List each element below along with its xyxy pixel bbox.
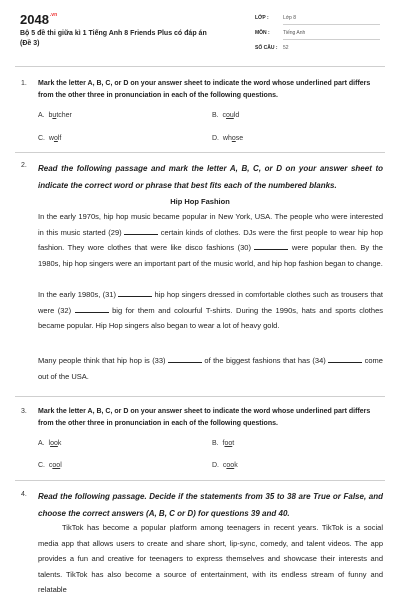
passage-title: Hip Hop Fashion [170, 197, 230, 206]
question-number: 4. [21, 491, 27, 498]
blank-32[interactable] [75, 306, 109, 313]
blank-29[interactable] [124, 228, 158, 235]
document-title: Bộ 5 đề thi giữa kì 1 Tiếng Anh 8 Friends Plus có đáp án [20, 30, 207, 37]
passage-paragraph: Many people think that hip hop is (33) of the biggest fashions that has (34) come out of the USA. [38, 356, 383, 381]
option-a[interactable]: A. look [38, 440, 62, 447]
option-c[interactable]: C. wolf [38, 135, 62, 142]
passage-paragraph: In the early 1980s, (31) hip hop singers dressed in comfortable clothes such as trousers that were (32) big for them and colourful T-shirts. During the 1990s, hats and sports clothes became popular. Hip Hop singers also began to wear a lot of heavy gold. [38, 290, 383, 330]
option-a[interactable]: A. butcher [38, 112, 72, 119]
option-b[interactable]: B. foot [212, 440, 235, 447]
question-text: Mark the letter A, B, C, or D on your answer sheet to indicate the word whose underlined part differs from the other three in pronunciation in each of the following questions. [38, 80, 371, 99]
question-number: 3. [21, 408, 27, 415]
blank-33[interactable] [168, 356, 202, 363]
divider [15, 66, 385, 67]
meta-subject: MÔN : Tiếng Anh [255, 30, 380, 38]
site-logo[interactable]: $2048^{.vn}$ [20, 12, 58, 27]
question-text: Mark the letter A, B, C, or D on your answer sheet to indicate the word whose underlined part differs from the other three in pronunciation in each of the following questions. [38, 408, 371, 427]
divider [15, 480, 385, 481]
blank-30[interactable] [254, 243, 288, 250]
question-number: 2. [21, 162, 27, 169]
option-c[interactable]: C. cool [38, 462, 62, 469]
passage-paragraph: TikTok has become a popular platform among teenagers in recent years. TikTok is a social media app that allows users to create and share short, lip-sync, comedy, and talent videos. The app provides a fun and creative for teenagers to express themselves and showcase their interests and talents. TikTok has also become a source of entertainment, with its endless stream of funny and relatable [38, 523, 383, 594]
question-instruction: Read the following passage. Decide if the statements from 35 to 38 are True or False, and choose the correct answers (A, B, C or D) for questions 39 and 40. [38, 492, 383, 518]
option-d[interactable]: D. cook [212, 462, 238, 469]
question-instruction: Read the following passage and mark the letter A, B, C, or D on your answer sheet to indicate the correct word or phrase that best fits each of the numbered blanks. [38, 164, 383, 190]
meta-class: LỚP : Lớp 8 [255, 15, 380, 23]
question-number: 1. [21, 80, 27, 87]
blank-31[interactable] [118, 290, 152, 297]
passage-paragraph: In the early 1970s, hip hop music became popular in New York, USA. The people who were interested in this music started (29) certain kinds of clothes. DJs were the first people to wear hip hop fashion. They wore clothes that were like disco fashions (30) were popular then. By the 1980s, hip hop singers were an important part of the music world, and hip hop fashion began to change. [38, 212, 383, 268]
divider [15, 396, 385, 397]
option-d[interactable]: D. whose [212, 135, 244, 142]
meta-question-count: SỐ CÂU : 52 [255, 45, 289, 51]
document-subtitle: (Đề 3) [20, 40, 40, 47]
divider [15, 152, 385, 153]
option-b[interactable]: B. could [212, 112, 240, 119]
blank-34[interactable] [328, 356, 362, 363]
document-header [0, 0, 400, 62]
